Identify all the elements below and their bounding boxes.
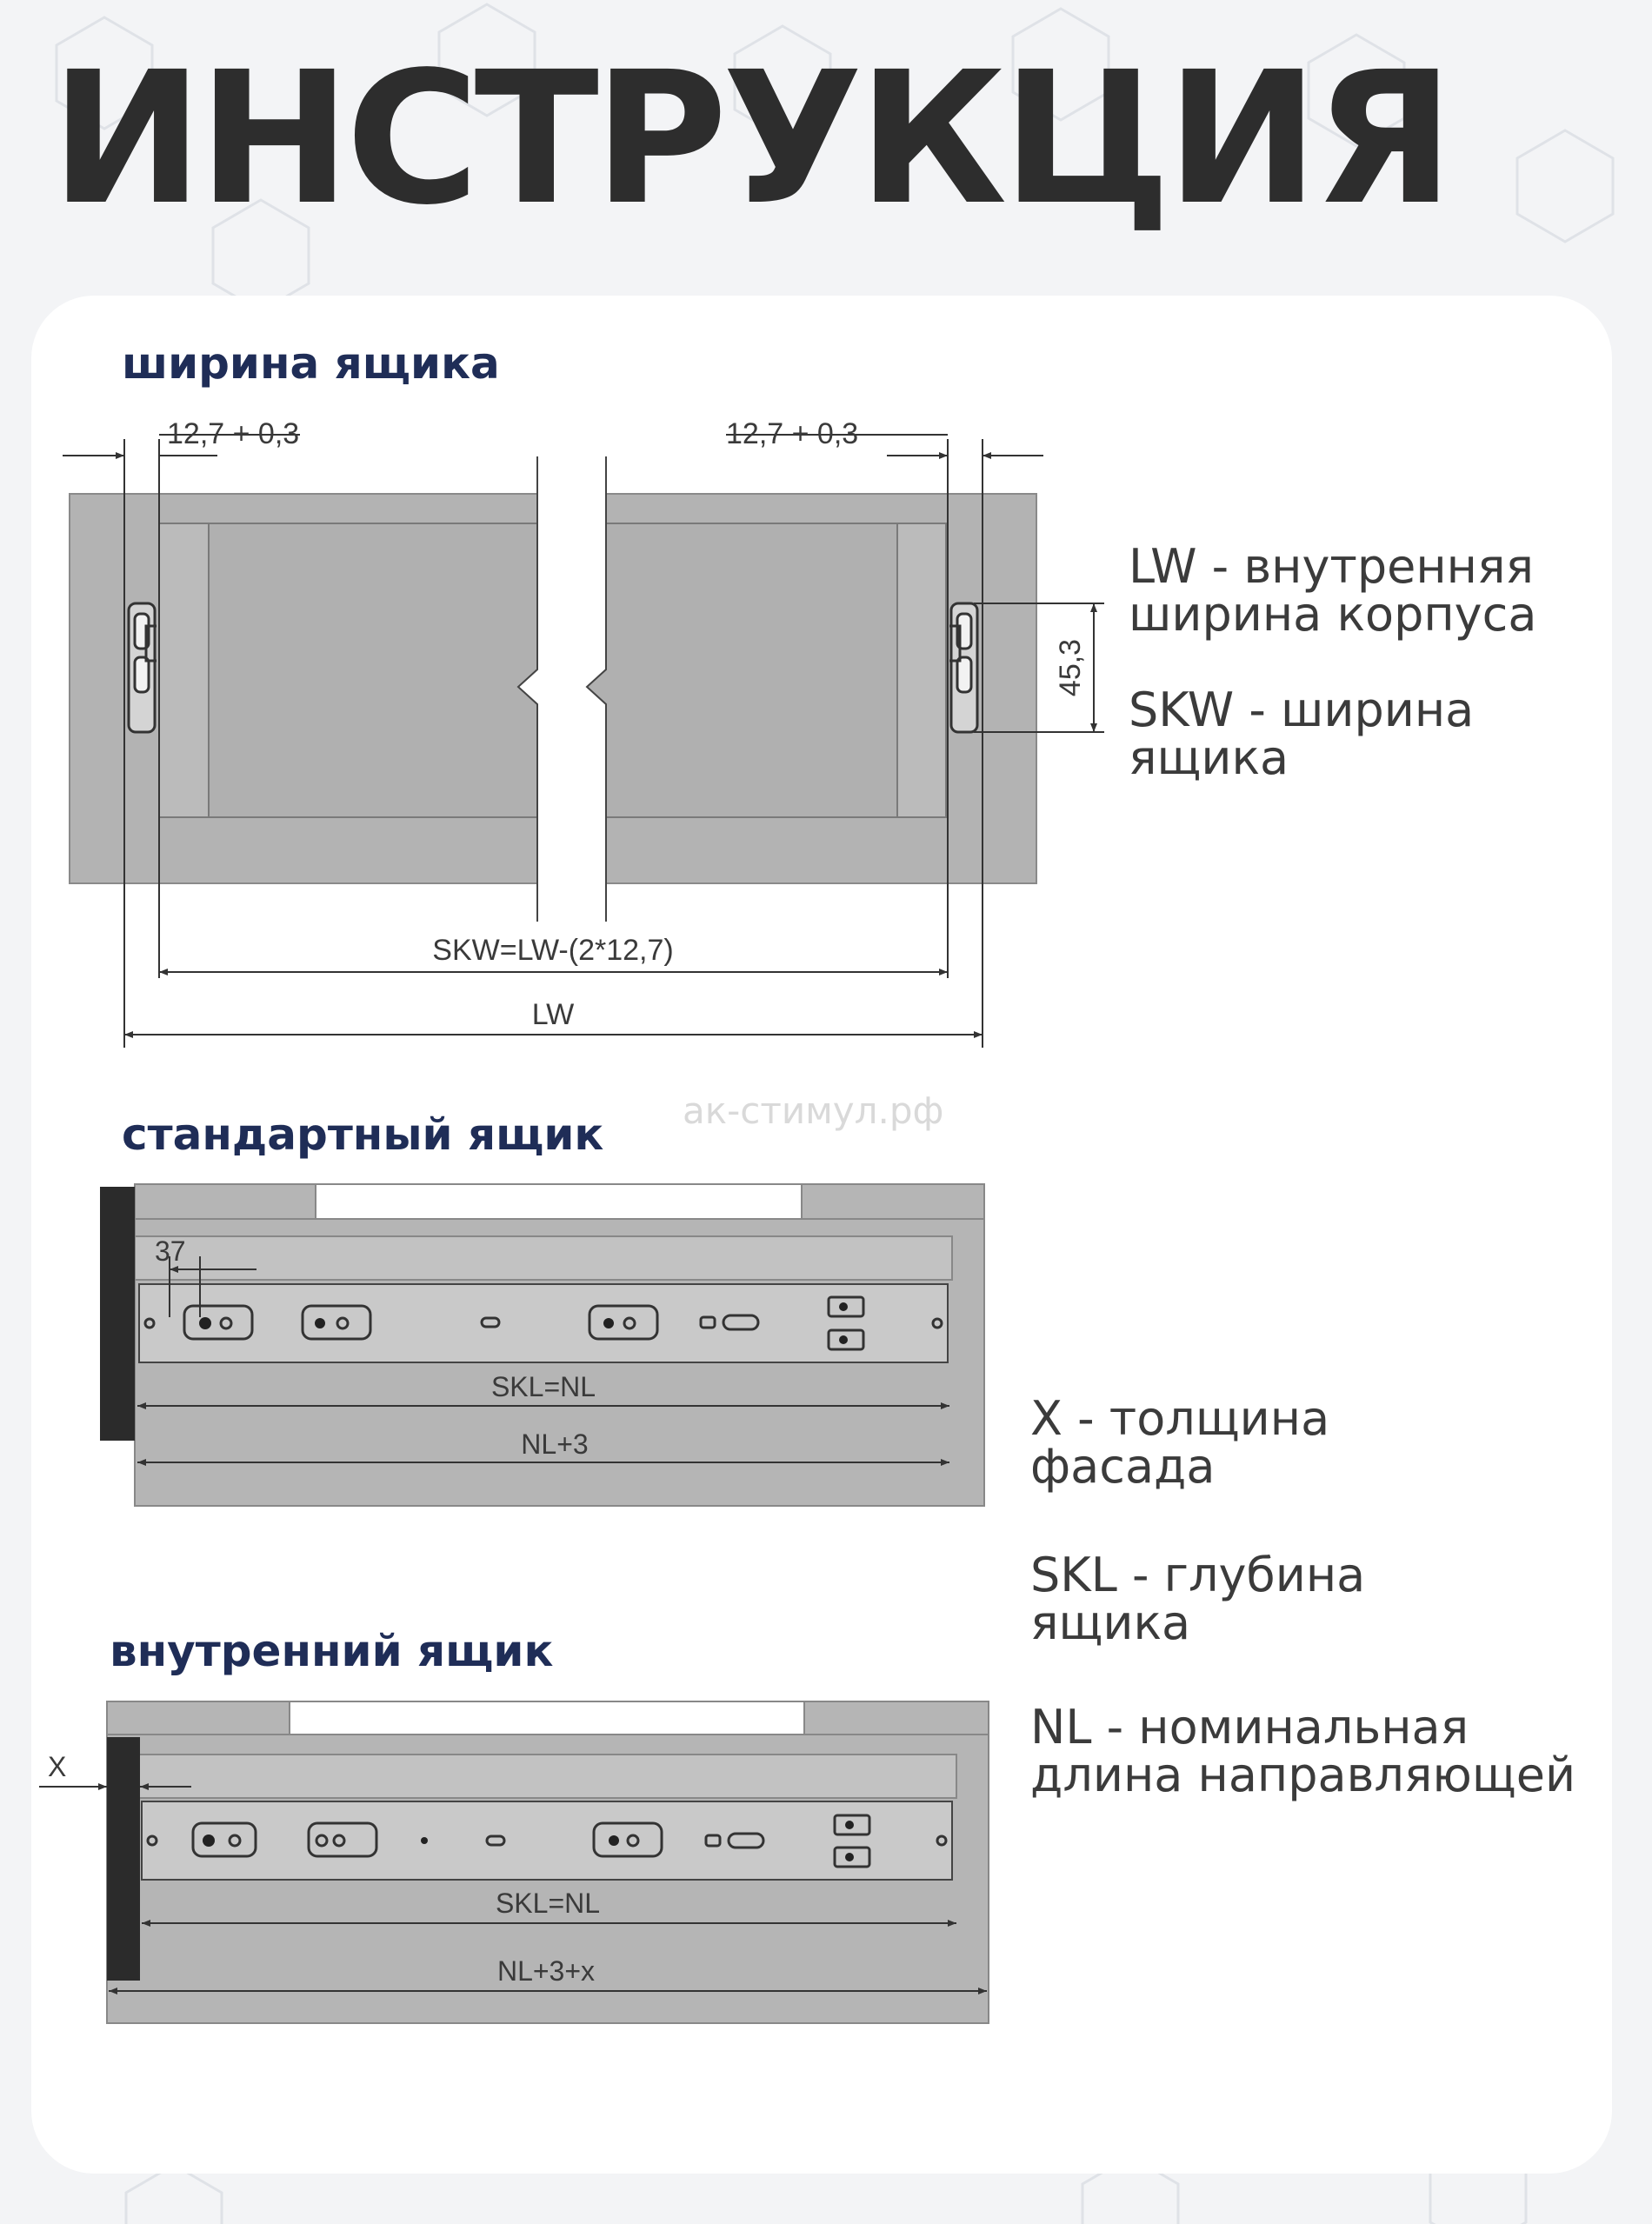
standard-section-heading: стандартный ящик xyxy=(122,1109,604,1160)
standard-slide-rail xyxy=(139,1284,948,1362)
legend-skl-line2: ящика xyxy=(1030,1595,1191,1650)
page-title: ИНСТРУКЦИЯ xyxy=(50,32,1449,245)
dim-x-label: X xyxy=(48,1751,67,1782)
lw-label: LW xyxy=(531,998,575,1031)
width-legend xyxy=(1129,539,1536,785)
legend-skw-line1: SKW - ширина xyxy=(1129,683,1475,737)
watermark: ак-стимул.рф xyxy=(683,1089,944,1132)
standard-total-label: NL+3 xyxy=(521,1428,589,1460)
width-section-heading: ширина ящика xyxy=(122,338,500,389)
legend-nl-line1: NL - номинальная xyxy=(1030,1700,1469,1755)
legend-nl-line2: длина направляющей xyxy=(1030,1748,1576,1802)
inner-skl-label: SKL=NL xyxy=(495,1888,601,1919)
dim-slide-height: 45,3 xyxy=(1054,638,1087,697)
dim-offset-37: 37 xyxy=(155,1235,186,1267)
dim-left-clearance: 12,7 + 0,3 xyxy=(167,417,300,450)
legend-skl-line1: SKL - глубина xyxy=(1030,1548,1366,1602)
legend-x-line1: X - толщина xyxy=(1030,1391,1330,1446)
right-slide-profile xyxy=(949,603,977,732)
legend-lw-line1: LW - внутренняя xyxy=(1129,539,1534,594)
inner-slide-rail xyxy=(142,1801,952,1880)
inner-total-label: NL+3+x xyxy=(496,1955,596,1987)
dim-right-clearance: 12,7 + 0,3 xyxy=(726,417,859,450)
legend-lw-line2: ширина корпуса xyxy=(1129,587,1537,642)
width-top-view-drawing xyxy=(70,456,1036,922)
legend-skw-line2: ящика xyxy=(1129,730,1289,785)
depth-legend xyxy=(1030,1391,1575,1802)
skw-formula-label: SKW=LW-(2*12,7) xyxy=(432,934,674,967)
left-slide-profile xyxy=(129,603,157,732)
standard-skl-label: SKL=NL xyxy=(490,1371,596,1402)
inner-section-heading: внутренний ящик xyxy=(110,1626,554,1676)
legend-x-line2: фасада xyxy=(1030,1439,1216,1494)
